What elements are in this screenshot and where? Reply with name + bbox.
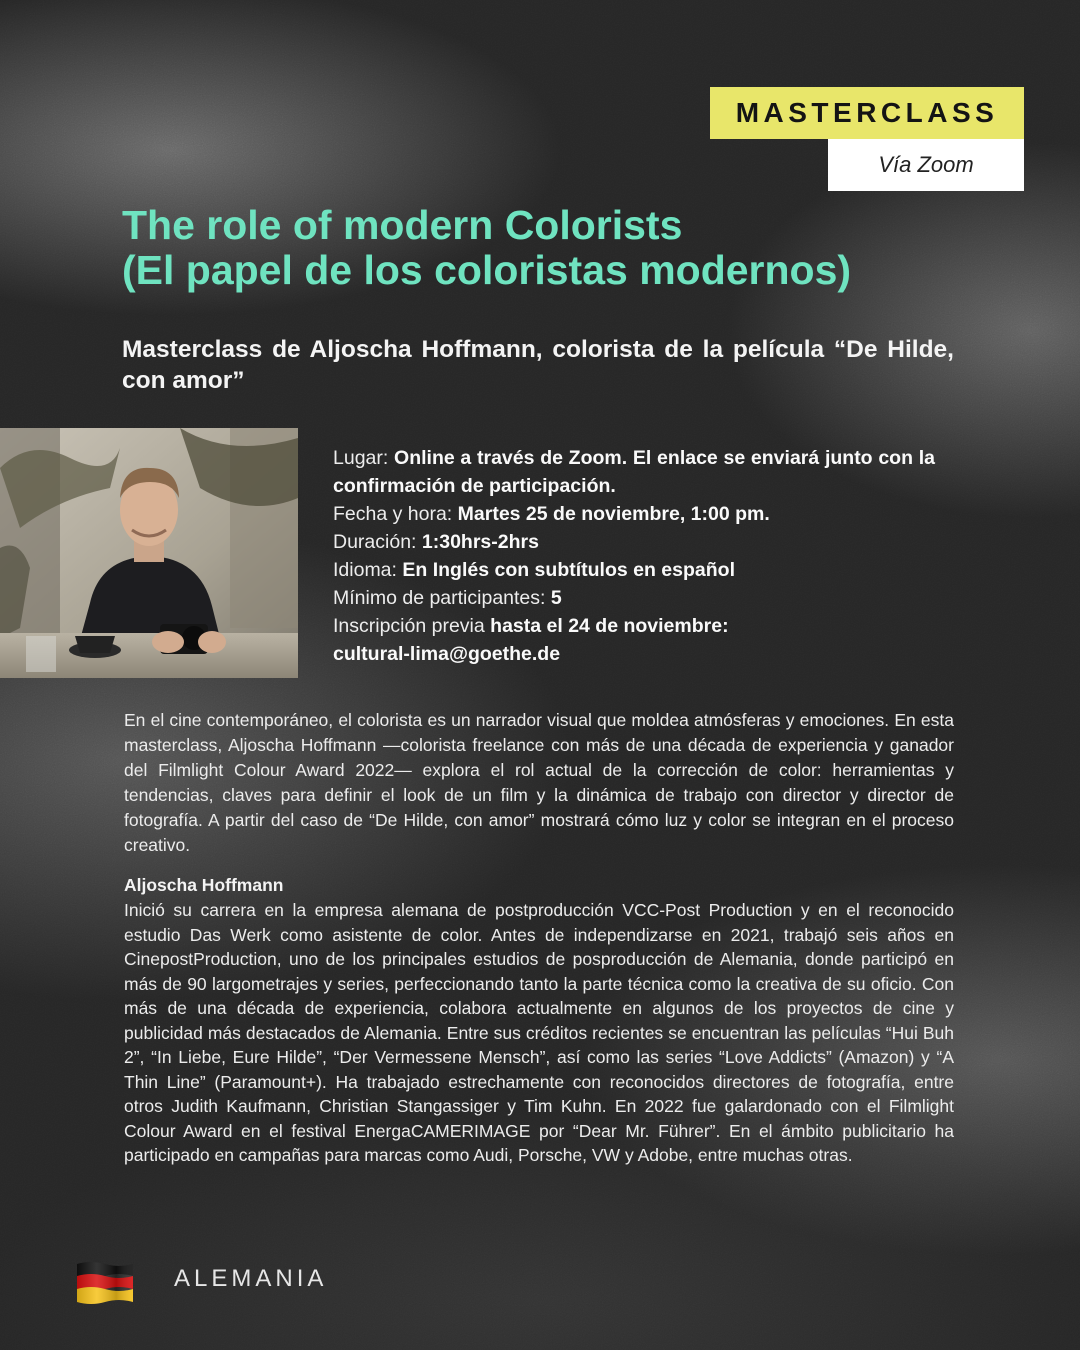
event-details [333,444,935,668]
contact-email[interactable]: cultural-lima@goethe.de [333,643,561,665]
bio-text: Inició su carrera en la empresa alemana de postproducción VCC-Post Production y en el reconocido estudio Das Werk como asistente de color. Antes de independizarse en 2021, trabajó seis años en CinepostProduction, uno de los principales estudios de posproducción de Alemania, donde participó en más de 90 largometrajes y series, perfeccionando tanto la parte técnica como la creativa de su oficio. Con más de una década de experiencia, colabora actualmente en algunos de los proyectos de cine y publicidad más destacados de Alemania. Entre sus créditos recientes se encuentran las películas “Hui Buh 2”, “In Liebe, Eure Hilde”, “Der Vermessene Mensch”, así como las series “Love Addicts” (Amazon) y “A Thin Line” (Paramount+). Ha trabajado estrechamente con reconocidos directores de fotografía, entre otros Judith Kaufmann, Christian Stangassiger y Tim Kuhn. En 2022 fue galardonado con el Filmlight Colour Award en el festival EnergaCAMERIMAGE por “Dear Mr. Führer”. En el ámbito publicitario ha participado en campañas para marcas como Audi, Porsche, VW y Adobe, entre muchas otras. [124,900,954,1165]
detail-fecha [333,500,935,528]
badge-sublabel: Vía Zoom [878,152,974,177]
idioma-value: En Inglés con subtítulos en español [402,559,735,581]
badge-label: MASTERCLASS [735,97,999,128]
minimo-label: Mínimo de participantes: [333,587,546,609]
subtitle: Masterclass de Aljoscha Hoffmann, colorista de la película “De Hilde, con amor” [122,336,954,394]
inscripcion-value: hasta el 24 de noviembre: [490,615,729,637]
lugar-label: Lugar: [333,447,389,469]
speaker-photo [0,428,298,678]
fecha-label: Fecha y hora: [333,503,453,525]
inscripcion-label: Inscripción previa [333,615,485,637]
fecha-value: Martes 25 de noviembre, 1:00 pm. [457,503,770,525]
page-title [122,203,1002,293]
detail-duracion [333,528,935,556]
detail-idioma [333,556,935,584]
title-line-2: (El papel de los coloristas modernos) [122,247,852,293]
detail-minimo [333,584,935,612]
duracion-label: Duración: [333,531,417,553]
idioma-label: Idioma: [333,559,397,581]
event-description: En el cine contemporáneo, el colorista es un narrador visual que moldea atmósferas y emociones. En esta masterclass, Aljoscha Hoffmann —colorista freelance con más de una década de experiencia y ganador del Filmlight Colour Award 2022— explora el rol actual de la corrección de color: herramientas y tendencias, claves para definir el look de un film y la dinámica de trabajo con director y director de fotografía. A partir del caso de “De Hilde, con amor” mostrará cómo luz y color se integran en el proceso creativo. [124,710,954,855]
country-label: ALEMANIA [174,1265,328,1292]
detail-email [333,640,935,668]
minimo-value: 5 [550,587,562,609]
lugar-value: Online a través de Zoom. El enlace se enviará junto con la confirmación de participación. [333,447,935,497]
title-line-1: The role of modern Colorists [122,202,683,248]
detail-inscripcion [333,612,935,640]
via-zoom-badge [828,139,1024,191]
germany-flag-icon [75,1260,135,1306]
detail-lugar [333,444,935,500]
masterclass-badge [710,87,1024,139]
duracion-value: 1:30hrs-2hrs [421,531,539,553]
bio-heading: Aljoscha Hoffmann [124,875,284,895]
